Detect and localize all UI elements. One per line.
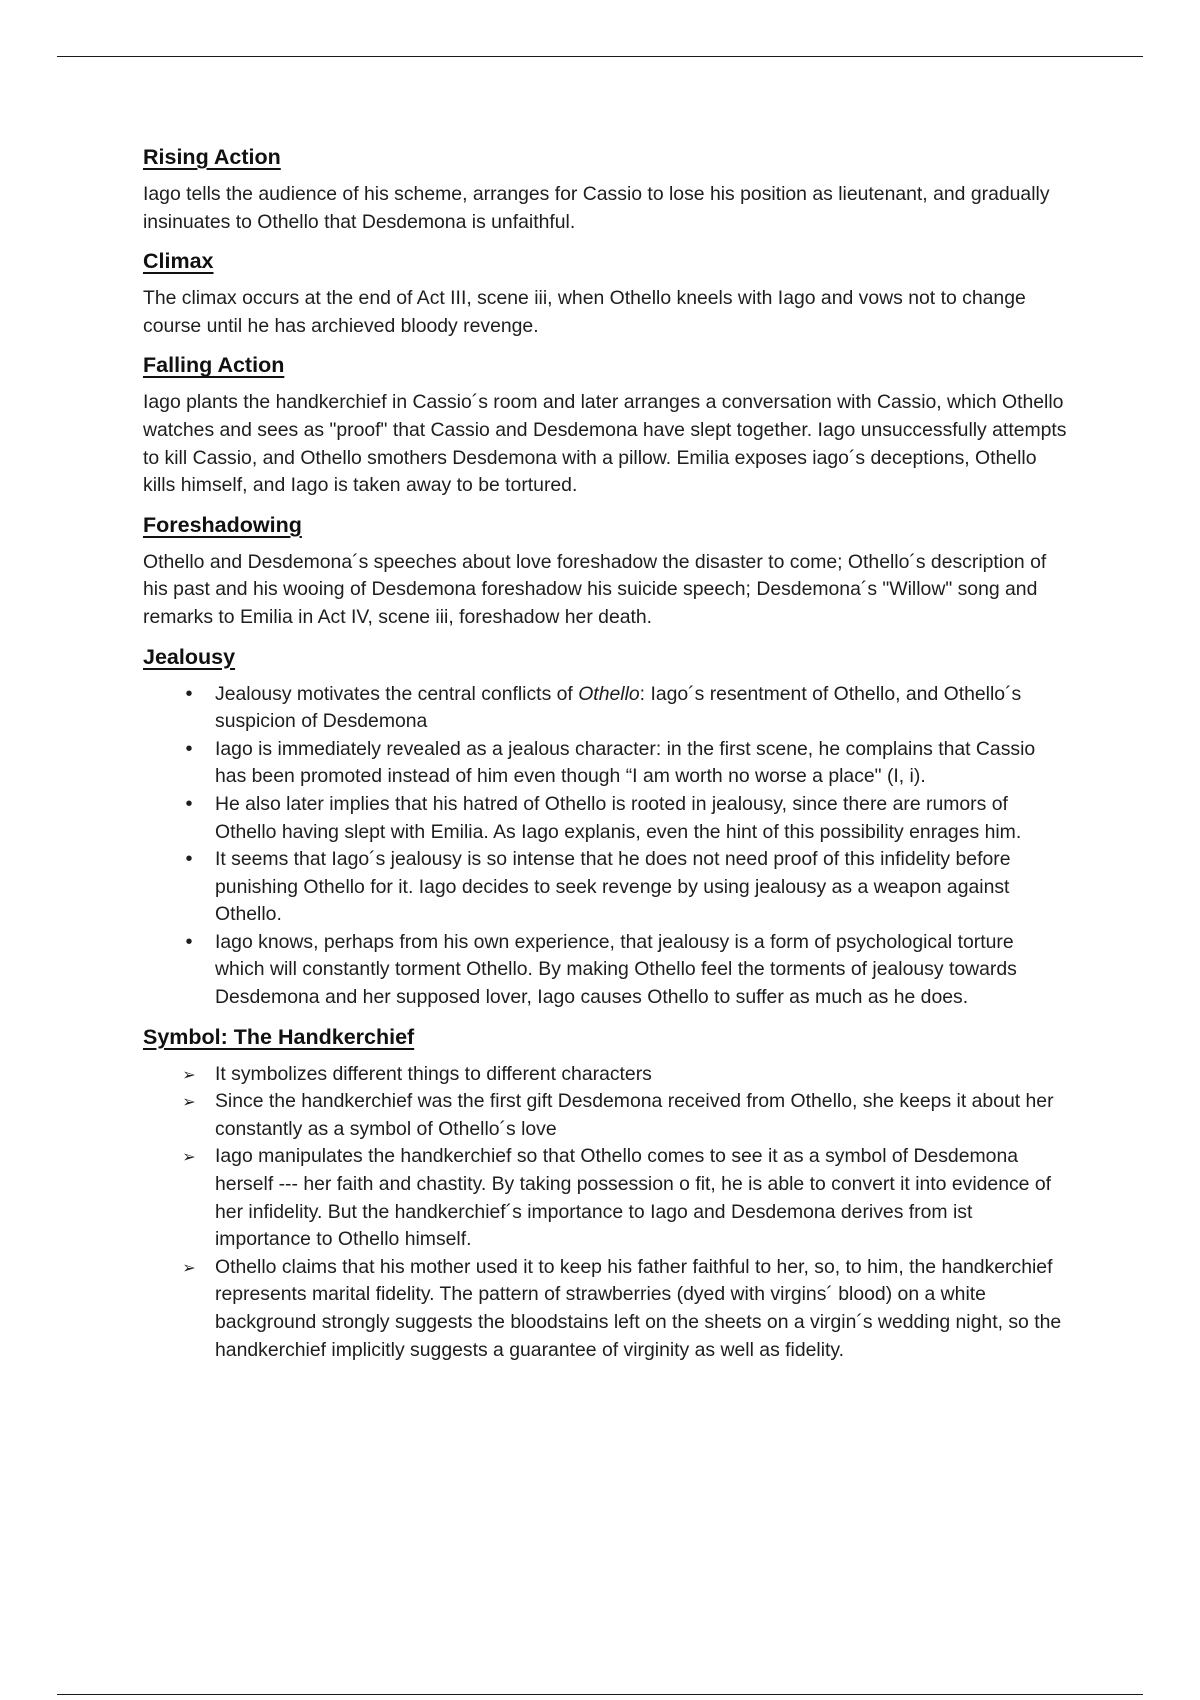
heading-falling-action: Falling Action <box>143 353 285 378</box>
bullet-icon <box>179 681 199 709</box>
list-item <box>143 1143 1068 1253</box>
arrow-bullet-icon <box>179 1088 199 1116</box>
bullet-icon <box>179 791 199 819</box>
jealousy-list <box>143 681 1068 1012</box>
paragraph-rising-action: Iago tells the audience of his scheme, arranges for Cassio to lose his position as lieutenant, and gradually insinuates to Othello that Desdemona is unfaithful. <box>143 183 1050 233</box>
list-item <box>143 1088 1068 1143</box>
list-item-text: Othello claims that his mother used it to keep his father faithful to her, so, to him, the handkerchief represents marital fidelity. The pattern of strawberries (dyed with virgins´ blood) on a white background strongly suggests the bloodstains left on the sheets on a virgin´s wedding night, so the handkerchief implicitly suggests a guarantee of virginity as well as fidelity. <box>215 1255 1062 1361</box>
heading-jealousy: Jealousy <box>143 644 236 669</box>
top-rule <box>57 56 1143 57</box>
bullet-icon <box>179 929 199 957</box>
list-item-text: Iago manipulates the handkerchief so that Othello comes to see it as a symbol of Desdemona herself --- her faith and chastity. By taking possession o fit, he is able to convert it into evidence of her infidelity. But the handkerchief´s importance to Iago and Desdemona derives from ist importance to Othello himself. <box>215 1145 1052 1251</box>
arrow-bullet-icon <box>179 1061 199 1089</box>
arrow-bullet-icon <box>179 1143 199 1171</box>
list-item <box>143 846 1068 929</box>
paragraph-foreshadowing: Othello and Desdemona´s speeches about love foreshadow the disaster to come; Othello´s description of his past and his wooing of Desdemona foreshadow his suicide speech; Desdemona´s "Willow" song and remarks to Emilia in Act IV, scene iii, foreshadow her death. <box>143 550 1047 628</box>
list-item-text-end: : Iago´s resentment of Othello, and Othello´s suspicion of Desdemona <box>215 682 1022 733</box>
list-item-text: Iago knows, perhaps from his own experience, that jealousy is a form of psychological torture which will constantly torment Othello. By making Othello feel the torments of jealousy towards Desdemona and her supposed lover, Iago causes Othello to suffer as much as he does. <box>215 930 1017 1009</box>
handkerchief-list <box>143 1061 1068 1365</box>
paragraph-falling-action: Iago plants the handkerchief in Cassio´s room and later arranges a conversation with Cassio, which Othello watches and sees as "proof" that Cassio and Desdemona have slept together. Iago unsuccessfully attempts to kill Cassio, and Othello smothers Desdemona with a pillow. Emilia exposes iago´s deceptions, Othello kills himself, and Iago is taken away to be tortured. <box>143 391 1067 497</box>
heading-foreshadowing: Foreshadowing <box>143 512 302 537</box>
list-item-text: It symbolizes different things to different characters <box>215 1062 652 1085</box>
heading-rising-action: Rising Action <box>143 145 281 169</box>
heading-symbol-handkerchief: Symbol: The Handkerchief <box>143 1024 415 1049</box>
arrow-bullet-icon <box>179 1254 199 1282</box>
list-item <box>143 929 1068 1012</box>
list-item <box>143 791 1068 846</box>
document-body <box>143 142 1068 1374</box>
list-item <box>143 1061 1068 1089</box>
bottom-rule <box>57 1694 1143 1695</box>
bullet-icon <box>179 736 199 764</box>
list-item-text: Iago is immediately revealed as a jealous character: in the first scene, he complains that Cassio has been promoted instead of him even though “I am worth no worse a place" (I, i). <box>215 737 1036 788</box>
list-item-text: He also later implies that his hatred of Othello is rooted in jealousy, since there are rumors of Othello having slept with Emilia. As Iago explanis, even the hint of this possibility enrages him. <box>215 792 1022 843</box>
paragraph-climax: The climax occurs at the end of Act III, scene iii, when Othello kneels with Iago and vows not to change course until he has archieved bloody revenge. <box>143 287 1026 337</box>
list-item <box>143 1254 1068 1364</box>
heading-climax: Climax <box>143 249 214 274</box>
list-item <box>143 736 1068 791</box>
list-item-text: It seems that Iago´s jealousy is so intense that he does not need proof of this infidelity before punishing Othello for it. Iago decides to seek revenge by using jealousy as a weapon against Othello. <box>215 848 1011 926</box>
list-item-text: Since the handkerchief was the first gift Desdemona received from Othello, she keeps it about her constantly as a symbol of Othello´s love <box>215 1090 1054 1140</box>
bullet-icon <box>179 846 199 874</box>
play-title: Othello <box>578 682 640 705</box>
list-item-text-start: Jealousy motivates the central conflicts of <box>215 682 579 705</box>
list-item <box>143 681 1068 736</box>
